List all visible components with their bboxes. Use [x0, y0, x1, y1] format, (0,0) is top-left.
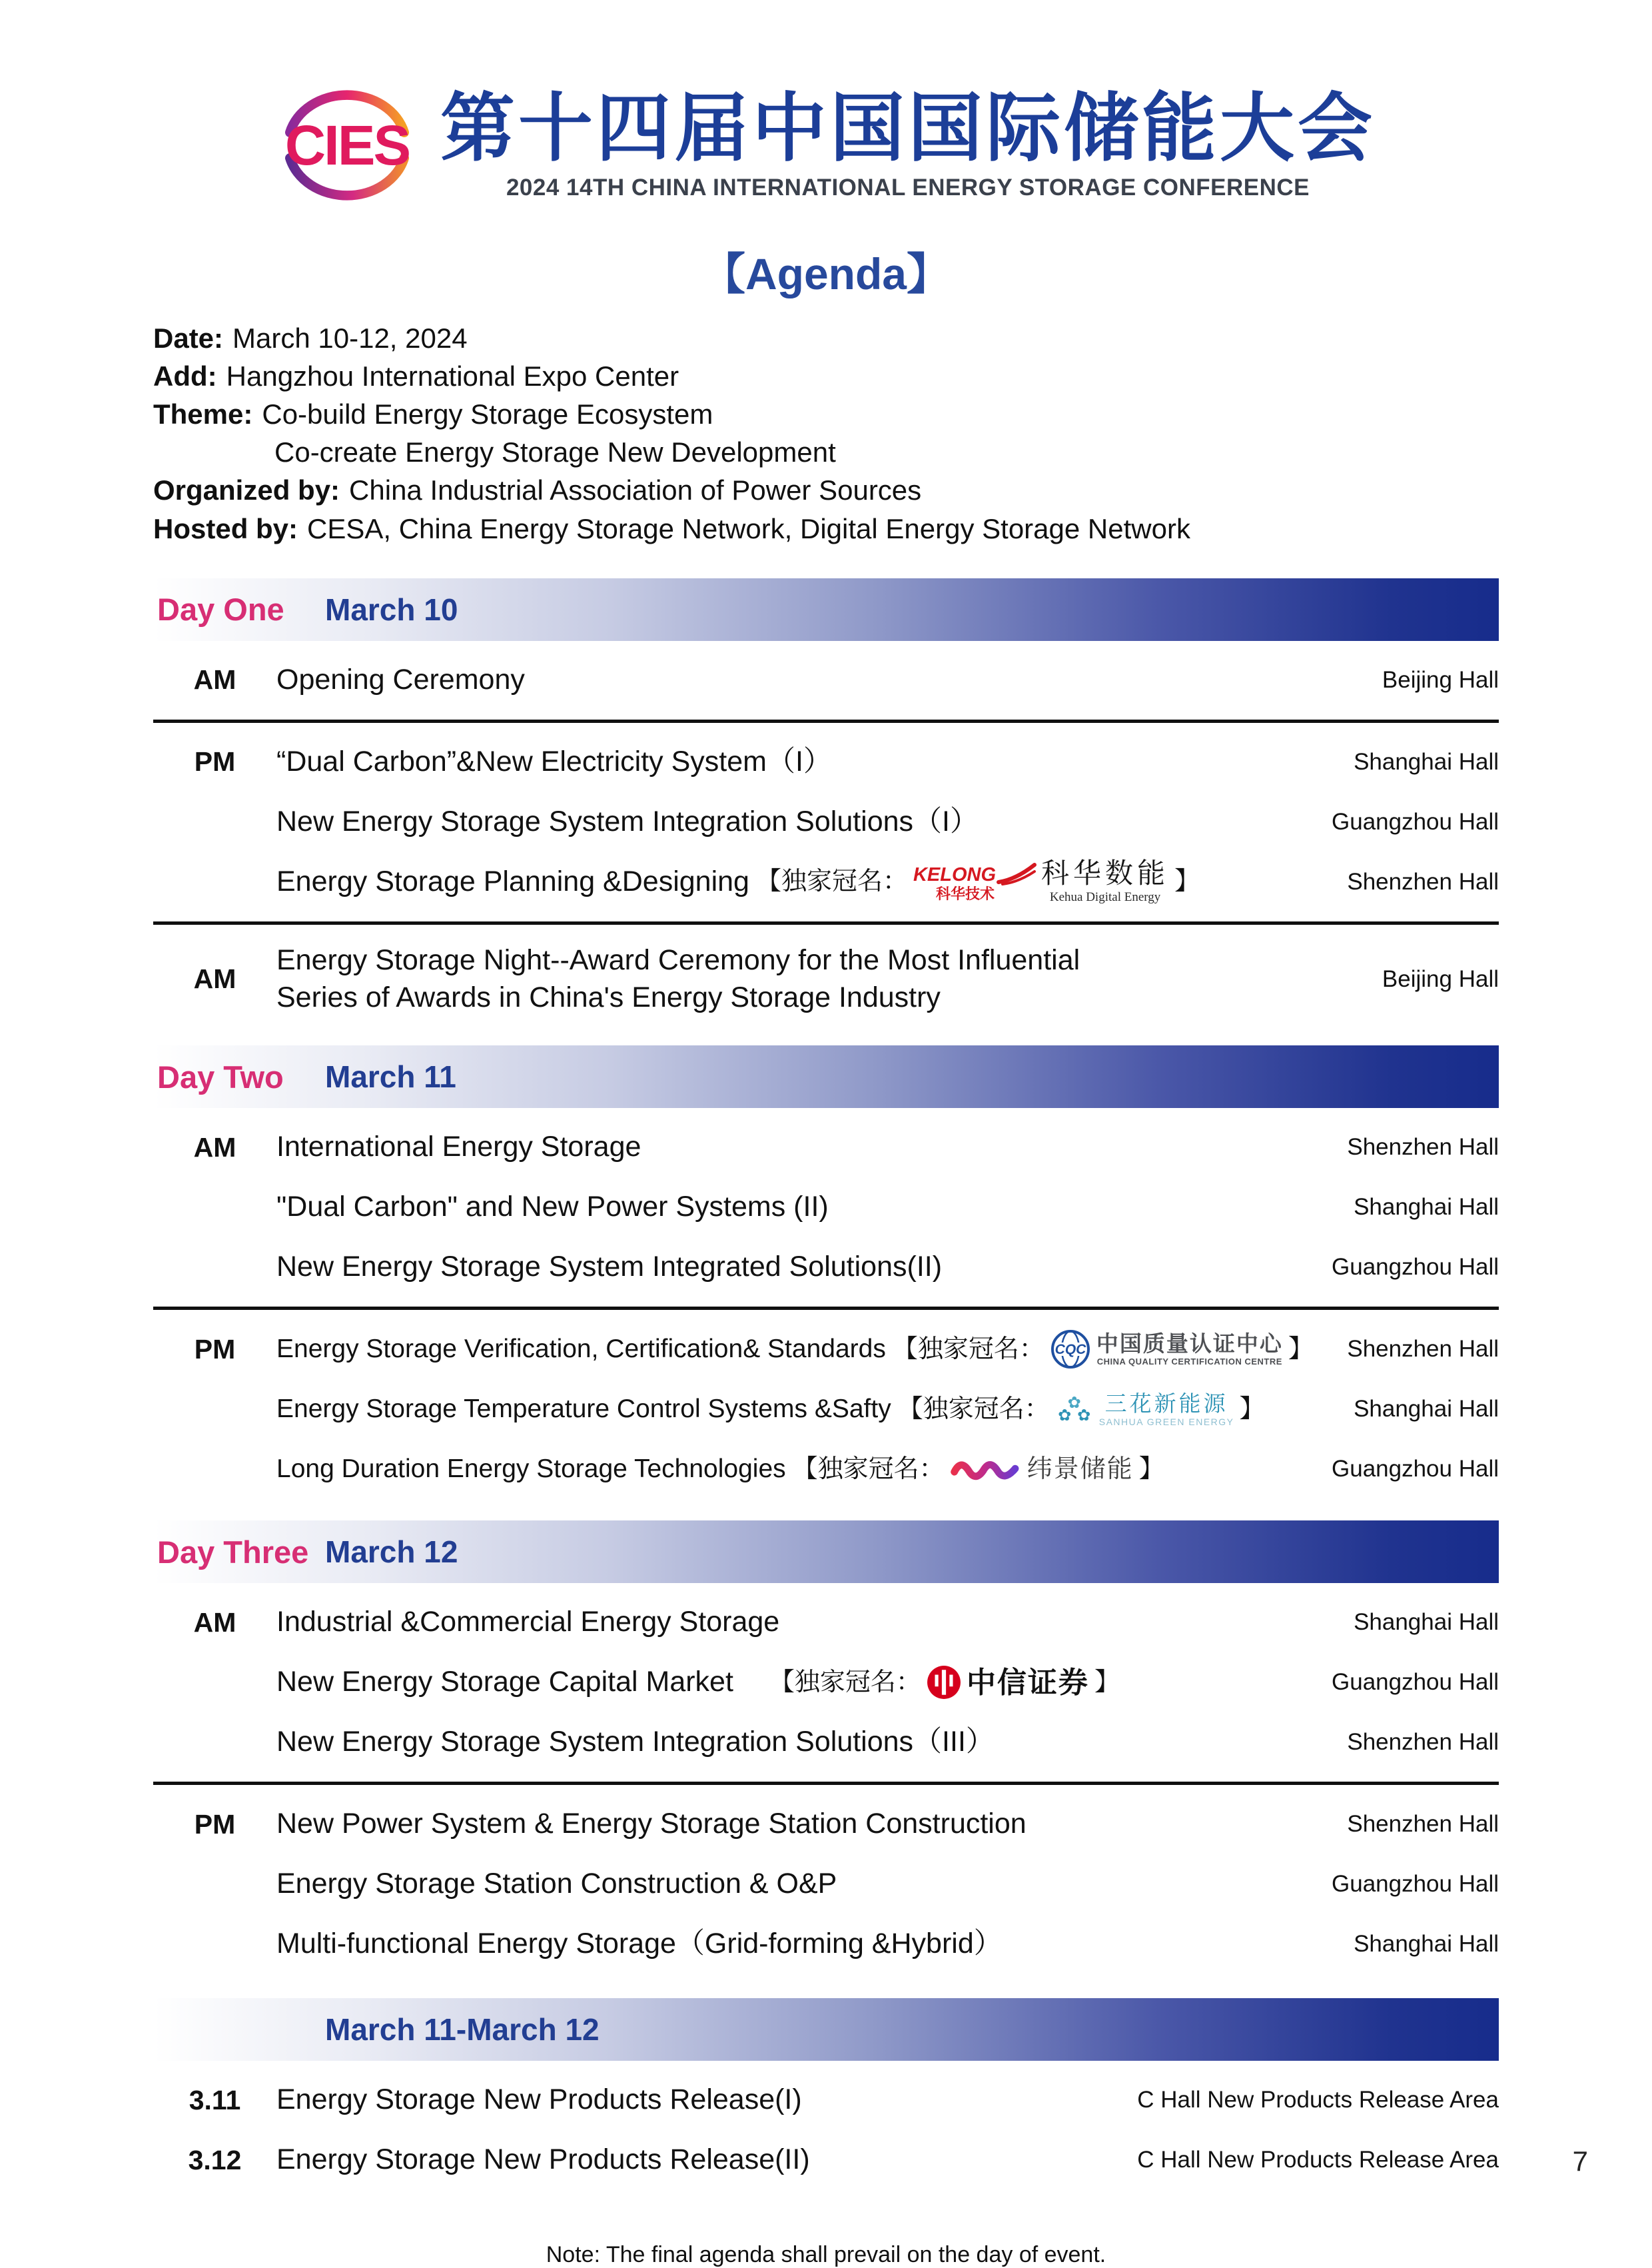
info-theme-value-2: Co-create Energy Storage New Development [274, 436, 836, 468]
conference-title-cn: 第十四届中国国际储能大会 [440, 87, 1376, 171]
sponsor-suffix: 】 [1288, 1335, 1314, 1363]
kelong-sub-text: 科华技术 [935, 885, 995, 903]
session-time: 3.11 [189, 2084, 241, 2115]
info-organizer-label: Organized by: [153, 474, 340, 506]
cqc-brand [1096, 1333, 1283, 1366]
kelong-logo [913, 862, 1036, 901]
session-row [153, 1319, 1499, 1379]
sponsor-suffix: 】 [1174, 867, 1200, 895]
conference-logo-block [153, 0, 1499, 212]
sponsor-tag-citic [769, 1664, 1120, 1702]
session-title: Energy Storage New Products Release(II) [276, 2143, 810, 2176]
session-title: Energy Storage Night--Award Ceremony for the Most Influential Series of Awards in China's Energy Storage Industry [276, 943, 1080, 1013]
session-title: Multi-functional Energy Storage（Grid-forming &Hybrid） [276, 1928, 1003, 1960]
session-title: Long Duration Energy Storage Technologies [276, 1454, 786, 1484]
session-row [153, 1379, 1499, 1439]
day-three-pm-group [153, 1785, 1499, 1984]
session-time: PM [194, 1808, 236, 1840]
agenda-heading: 【Agenda】 [701, 249, 951, 298]
citic-brand-cn: 中信证券 [966, 1666, 1089, 1699]
info-address-value: Hangzhou International Expo Center [226, 360, 679, 392]
session-hall: Shenzhen Hall [1347, 1811, 1499, 1838]
day-one-am-group [153, 641, 1499, 720]
session-row [153, 1794, 1499, 1854]
session-row [153, 1854, 1499, 1914]
session-hall: Shenzhen Hall [1347, 868, 1499, 895]
session-time: PM [194, 746, 236, 778]
day-one-header-bar [153, 578, 1499, 641]
sponsor-suffix: 】 [1138, 1454, 1164, 1483]
info-date [153, 319, 1499, 357]
info-organizer [153, 471, 1499, 509]
day-two-header-bar [153, 1045, 1499, 1108]
session-row [153, 1592, 1499, 1652]
session-title: “Dual Carbon”&New Electricity System（I） [276, 745, 832, 778]
session-row [153, 934, 1499, 1025]
session-title: Industrial &Commercial Energy Storage [276, 1606, 780, 1638]
weijing-wave-icon [950, 1454, 1022, 1484]
day-one-night-group [153, 925, 1499, 1034]
kehua-brand-en: Kehua Digital Energy [1049, 890, 1161, 905]
info-theme-line2 [153, 433, 1499, 471]
new-products-section [153, 1998, 1499, 2199]
info-theme-label: Theme: [153, 398, 253, 430]
info-date-label: Date: [153, 322, 224, 354]
session-row [153, 1914, 1499, 1974]
day-one-pm-group [153, 723, 1499, 921]
new-products-group [153, 2061, 1499, 2199]
session-hall: Shanghai Hall [1354, 1396, 1499, 1422]
event-info [153, 319, 1499, 548]
agenda-note: Note: The final agenda shall prevail on the day of event. [546, 2242, 1106, 2268]
session-row [153, 2130, 1499, 2190]
sponsor-tag-sanhua [898, 1393, 1265, 1426]
day-one-label: Day One [157, 592, 284, 628]
sponsor-prefix: 【独家冠名： [792, 1454, 945, 1483]
session-hall: Shenzhen Hall [1347, 1336, 1499, 1363]
session-title: Opening Ceremony [276, 663, 525, 696]
info-organizer-value: China Industrial Association of Power Sources [349, 474, 922, 506]
session-hall: Shanghai Hall [1354, 748, 1499, 775]
session-title: Energy Storage Temperature Control Systems &Safty [276, 1395, 891, 1424]
session-hall: Guangzhou Hall [1332, 1456, 1499, 1482]
sponsor-tag-cqc [893, 1329, 1314, 1370]
session-row [153, 650, 1499, 710]
svg-text:CQC: CQC [1054, 1342, 1086, 1358]
day-two-label: Day Two [157, 1059, 284, 1095]
sponsor-prefix: 【独家冠名： [769, 1668, 921, 1696]
sanhua-brand-en: SANHUA GREEN ENERGY [1098, 1416, 1234, 1427]
session-time: AM [193, 1131, 236, 1163]
sponsor-tag-kelong [756, 860, 1200, 903]
session-time: AM [193, 963, 236, 995]
cqc-globe-icon [1050, 1329, 1091, 1370]
info-host-value: CESA, China Energy Storage Network, Digital Energy Storage Network [307, 512, 1190, 544]
info-address-label: Add: [153, 360, 217, 392]
session-hall: C Hall New Products Release Area [1137, 2147, 1499, 2173]
session-row [153, 2070, 1499, 2130]
session-row [153, 792, 1499, 852]
session-hall: Beijing Hall [1382, 666, 1499, 693]
session-row [153, 1712, 1499, 1772]
session-hall: Guangzhou Hall [1332, 1871, 1499, 1898]
sponsor-suffix: 】 [1094, 1668, 1120, 1696]
day-two-am-group [153, 1108, 1499, 1307]
sponsor-suffix: 】 [1239, 1395, 1265, 1423]
session-hall: Guangzhou Hall [1332, 1669, 1499, 1696]
day-three-label: Day Three [157, 1534, 309, 1570]
conference-subtitle-en: 2024 14TH CHINA INTERNATIONAL ENERGY STORAGE CONFERENCE [506, 174, 1310, 201]
citic-emblem-icon [927, 1665, 961, 1700]
session-row [153, 1439, 1499, 1499]
session-time: AM [193, 664, 236, 696]
sponsor-tag-weijing [793, 1453, 1164, 1486]
cqc-brand-cn: 中国质量认证中心 [1096, 1331, 1283, 1357]
sanhua-brand [1099, 1393, 1234, 1426]
svg-text:CIES: CIES [284, 113, 410, 177]
sponsor-prefix: 【独家冠名： [897, 1395, 1050, 1423]
day-three-date: March 12 [325, 1534, 458, 1570]
info-host-label: Hosted by: [153, 512, 298, 544]
session-hall: Shanghai Hall [1354, 1931, 1499, 1958]
session-title: Energy Storage Station Construction & O&P [276, 1868, 837, 1900]
session-title: Energy Storage Planning &Designing [276, 865, 749, 897]
new-products-date-range: March 11-March 12 [325, 2012, 600, 2047]
session-title: New Energy Storage Capital Market [276, 1666, 733, 1698]
new-products-header-bar [153, 1998, 1499, 2061]
session-title: New Power System & Energy Storage Station Construction [276, 1808, 1027, 1840]
kelong-swoosh-icon [997, 862, 1036, 885]
info-theme [153, 395, 1499, 433]
page-number: 7 [1572, 2145, 1588, 2177]
session-row [153, 1117, 1499, 1177]
cies-logo-icon [276, 79, 418, 212]
session-row [153, 1237, 1499, 1297]
day-one-date: March 10 [325, 592, 458, 627]
day-two-pm-group [153, 1310, 1499, 1508]
session-title: "Dual Carbon" and New Power Systems (II) [276, 1191, 829, 1223]
session-title: New Energy Storage System Integrated Solutions(II) [276, 1251, 943, 1283]
session-title: Energy Storage Verification, Certification& Standards [276, 1335, 886, 1364]
day-three-am-group [153, 1583, 1499, 1782]
session-hall: Shanghai Hall [1354, 1194, 1499, 1221]
session-hall: Beijing Hall [1382, 965, 1499, 992]
weijing-brand-cn: 纬景储能 [1027, 1454, 1134, 1483]
day-one-section [153, 578, 1499, 1034]
cies-logo [276, 79, 418, 212]
sponsor-prefix: 【独家冠名： [755, 867, 908, 895]
info-host [153, 510, 1499, 548]
session-row [153, 1652, 1499, 1712]
info-date-value: March 10-12, 2024 [232, 322, 468, 354]
session-hall: C Hall New Products Release Area [1137, 2087, 1499, 2113]
sanhua-flower-icon: ✿ ✿ ✿ [1058, 1394, 1091, 1425]
info-theme-value-1: Co-build Energy Storage Ecosystem [262, 398, 713, 430]
info-address [153, 357, 1499, 395]
kehua-brand [1041, 860, 1169, 903]
kehua-brand-cn: 科华数能 [1041, 859, 1170, 890]
day-two-section [153, 1045, 1499, 1508]
sponsor-prefix: 【独家冠名： [892, 1335, 1044, 1363]
sanhua-brand-cn: 三花新能源 [1104, 1391, 1228, 1416]
day-three-header-bar [153, 1520, 1499, 1583]
session-time: 3.12 [188, 2144, 242, 2175]
kelong-wordmark: KELONG [913, 864, 997, 886]
day-three-section [153, 1520, 1499, 1984]
session-title: International Energy Storage [276, 1131, 641, 1163]
session-row [153, 1177, 1499, 1237]
session-hall: Guangzhou Hall [1332, 808, 1499, 835]
day-two-date: March 11 [325, 1059, 456, 1095]
cqc-brand-en: CHINA QUALITY CERTIFICATION CENTRE [1096, 1357, 1282, 1367]
session-row [153, 852, 1499, 912]
session-title: New Energy Storage System Integration Solutions（III） [276, 1726, 995, 1758]
session-time: AM [193, 1606, 236, 1638]
session-time: PM [194, 1333, 236, 1365]
session-title: New Energy Storage System Integration Solutions（I） [276, 805, 979, 838]
session-title: Energy Storage New Products Release(I) [276, 2083, 802, 2116]
session-hall: Shenzhen Hall [1347, 1729, 1499, 1756]
session-hall: Shanghai Hall [1354, 1609, 1499, 1636]
session-row [153, 732, 1499, 792]
session-hall: Guangzhou Hall [1332, 1254, 1499, 1281]
session-hall: Shenzhen Hall [1347, 1134, 1499, 1161]
